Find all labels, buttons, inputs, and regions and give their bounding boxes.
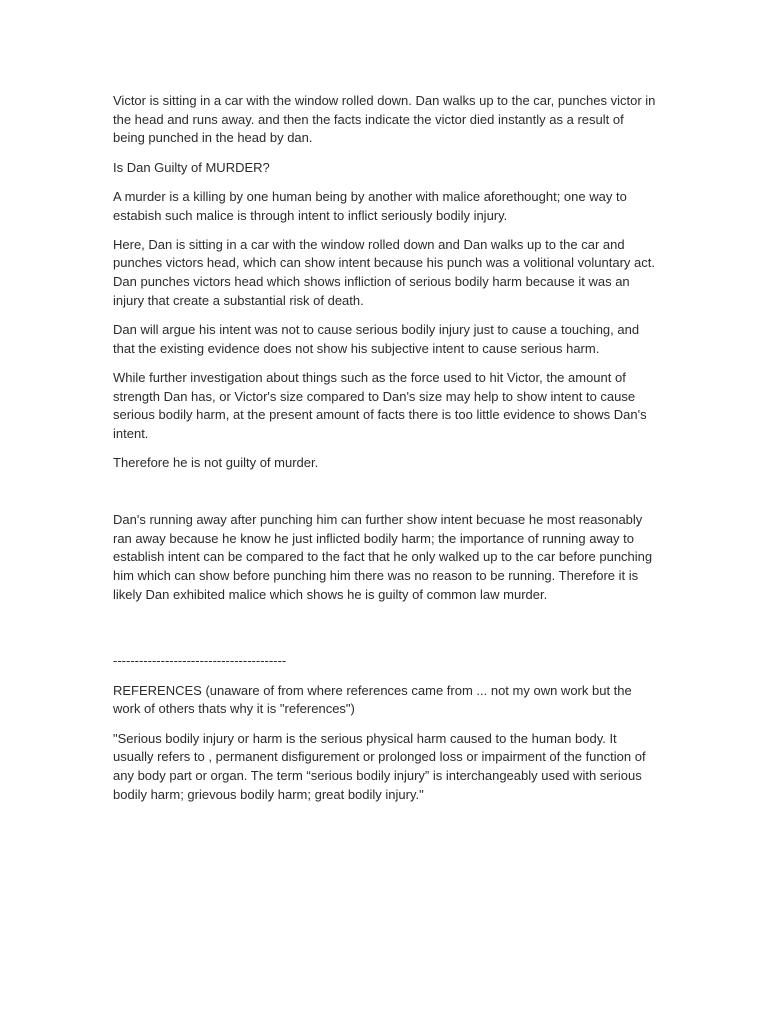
reference-quote: "Serious bodily injury or harm is the serious physical harm caused to the human body. It usually refers to , permanent disfigurement or prolonged loss or impairment of the function of any body part or organ. The term “serious bodily injury” is interchangeably used with serious bodily harm; grievous bodily harm; great bodily injury." [113,730,646,802]
conclusion-not-guilty: Therefore he is not guilty of murder. [113,455,319,471]
divider-line: ---------------------------------------- [113,653,287,669]
document-page [113,92,658,815]
counterargument-paragraph: Dan will argue his intent was not to cause serious bodily injury just to cause a touching, and that the existing evidence does not show his subjective intent to cause serious harm. [113,322,640,356]
running-away-paragraph: Dan's running away after punching him can further show intent becuase he most reasonably ran away because he know he just inflicted bodily harm; the importance of running away to establish intent can be compared to the fact that he only walked up to the car before punching him which can show before punching him there was no reason to be running. Therefore it is likely Dan exhibited malice which shows he is guilty of common law murder. [113,511,653,602]
further-investigation-paragraph: While further investigation about things such as the force used to hit Victor, the amount of strength Dan has, or Victor's size compared to Dan's size may help to show intent to cause serious bodily harm, at the present amount of facts there is too little evidence to shows Dan's intent. [113,369,647,442]
issue-question: Is Dan Guilty of MURDER? [113,159,270,175]
facts-paragraph: Victor is sitting in a car with the window rolled down. Dan walks up to the car, punches victor in the head and runs away. and then the facts indicate the victor died instantly as a result of being punched in the head by dan. [113,93,656,146]
references-heading: REFERENCES (unaware of from where references came from ... not my own work but the work of others thats why it is "references") [113,682,632,717]
rule-paragraph: A murder is a killing by one human being by another with malice aforethought; one way to estabish such malice is through intent to inflict seriously bodily injury. [113,188,627,223]
analysis-paragraph: Here, Dan is sitting in a car with the window rolled down and Dan walks up to the car and punches victors head, which can show intent because his punch was a volitional voluntary act. Dan punches victors head which shows infliction of serious bodily harm because it was an injury that create a substantial risk of death. [113,236,655,308]
